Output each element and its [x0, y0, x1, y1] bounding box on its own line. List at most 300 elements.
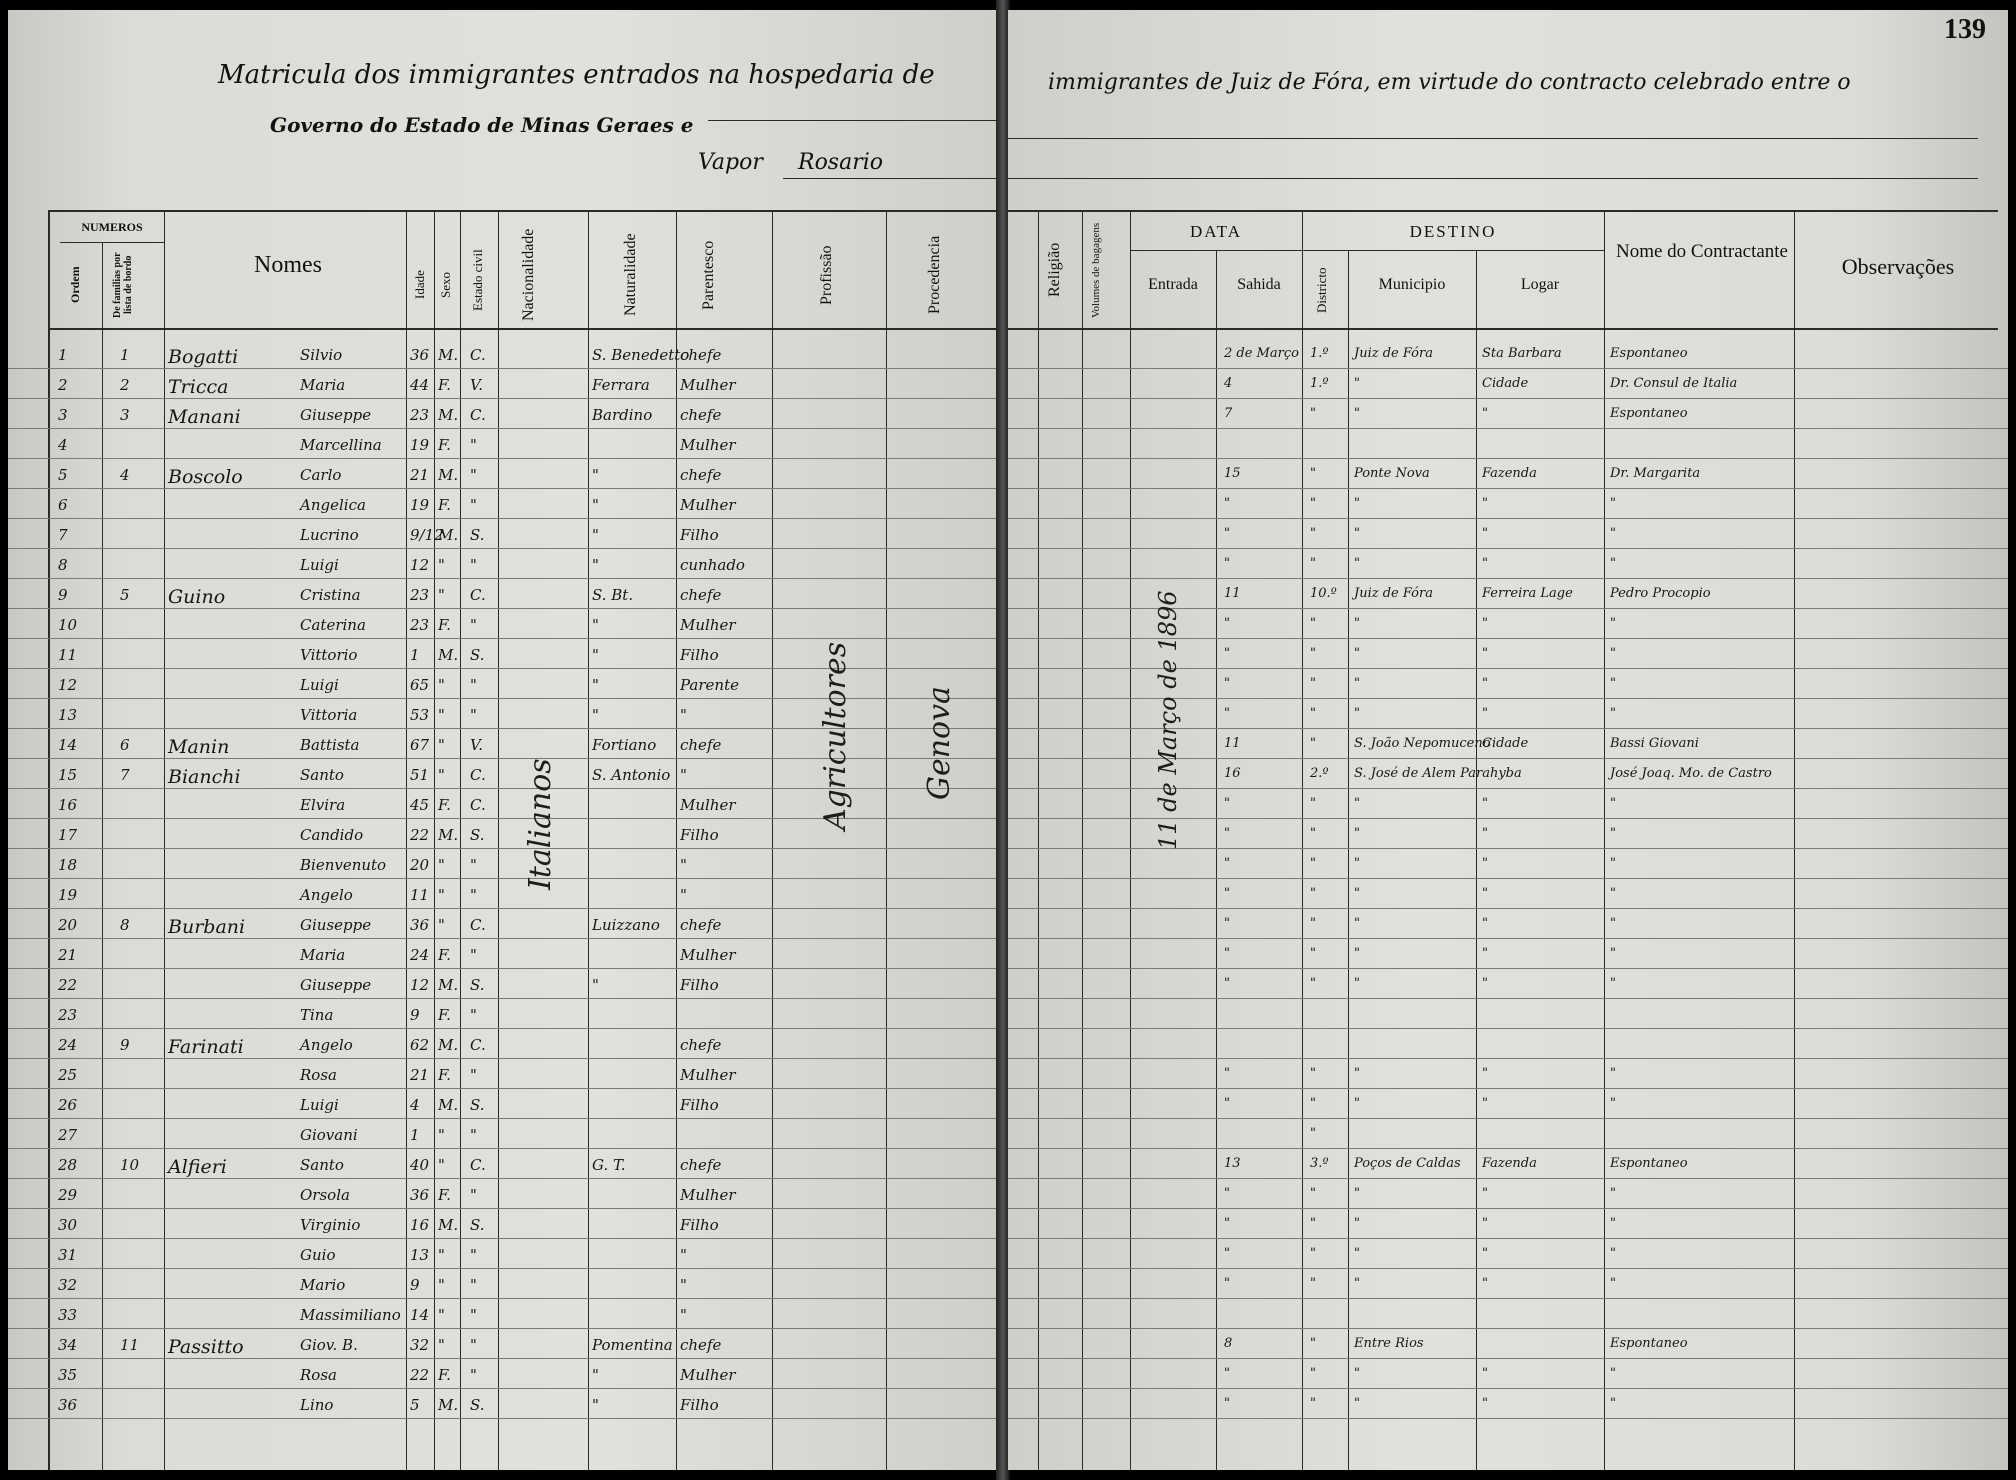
row-rule [1008, 428, 2008, 429]
cell-nome: Silvio [300, 346, 343, 364]
cell-estado-civil: C. [470, 586, 486, 604]
cell-parentesco: Filho [680, 1396, 719, 1414]
cell-sahida: 11 [1224, 736, 1241, 751]
cell-naturalidade: S. Bt. [592, 586, 634, 604]
header-bottom-border-right [1008, 328, 1998, 330]
cell-nome: Battista [300, 736, 360, 754]
cell-sahida: 7 [1224, 406, 1233, 421]
cell-ordem: 7 [58, 526, 68, 544]
cell-estado-civil: C. [470, 1036, 486, 1054]
cell-parentesco: " [680, 886, 687, 904]
cell-districto: 3.º [1310, 1156, 1329, 1171]
cell-sobrenome: Burbani [168, 916, 246, 938]
cell-nome: Orsola [300, 1186, 350, 1204]
cell-municipio: Entre Rios [1354, 1336, 1424, 1351]
cell-ordem: 3 [58, 406, 68, 424]
cell-ordem: 16 [58, 796, 78, 814]
cell-estado-civil: S. [470, 1216, 485, 1234]
row-rule [8, 1088, 998, 1089]
cell-sahida: " [1224, 526, 1230, 541]
cell-logar: " [1482, 526, 1488, 541]
cell-districto: " [1310, 1126, 1316, 1141]
cell-sahida: " [1224, 1096, 1230, 1111]
cell-naturalidade: " [592, 616, 599, 634]
cell-districto: 10.º [1310, 586, 1337, 601]
cell-parentesco: chefe [680, 466, 722, 484]
cell-municipio: " [1354, 916, 1360, 931]
row-rule [1008, 908, 2008, 909]
cell-contractante: Espontaneo [1610, 1156, 1688, 1171]
row-rule [8, 998, 998, 999]
cell-idade: 32 [410, 1336, 430, 1354]
row-rule [1008, 1058, 2008, 1059]
row-rule [8, 458, 998, 459]
cell-ordem: 17 [58, 826, 78, 844]
cell-idade: 14 [410, 1306, 430, 1324]
row-rule [8, 878, 998, 879]
cell-estado-civil: S. [470, 976, 485, 994]
cell-sexo: " [438, 1126, 445, 1144]
cell-estado-civil: " [470, 436, 477, 454]
cell-sexo: M. [438, 526, 459, 544]
cell-sexo: " [438, 736, 445, 754]
cell-districto: " [1310, 976, 1316, 991]
cell-nome: Lino [300, 1396, 334, 1414]
cell-contractante: " [1610, 616, 1616, 631]
cell-logar: " [1482, 406, 1488, 421]
cell-familia: 7 [120, 766, 130, 784]
cell-contractante: Espontaneo [1610, 346, 1688, 361]
header-observacoes: Observações [1841, 254, 1955, 279]
row-rule [8, 1208, 998, 1209]
cell-nome: Giovani [300, 1126, 358, 1144]
cell-sahida: " [1224, 616, 1230, 631]
cell-municipio: " [1354, 676, 1360, 691]
cell-districto: 2.º [1310, 766, 1329, 781]
cell-idade: 9 [410, 1276, 420, 1294]
cell-idade: 12 [410, 976, 430, 994]
row-rule [8, 1298, 998, 1299]
row-rule [8, 488, 998, 489]
row-rule [1008, 368, 2008, 369]
header-top-border [48, 210, 998, 212]
cell-nome: Lucrino [300, 526, 359, 544]
cell-idade: 21 [410, 1066, 430, 1084]
cell-nome: Elvira [300, 796, 346, 814]
cell-logar: Ferreira Lage [1482, 586, 1573, 601]
cell-idade: 1 [410, 646, 420, 664]
cell-estado-civil: " [470, 1306, 477, 1324]
cell-estado-civil: " [470, 1126, 477, 1144]
cell-logar: Fazenda [1482, 1156, 1537, 1171]
cell-nome: Cristina [300, 586, 361, 604]
cell-contractante: Dr. Margarita [1610, 466, 1701, 481]
cell-parentesco: " [680, 706, 687, 724]
cell-familia: 4 [120, 466, 130, 484]
cell-municipio: S. José de Alem Parahyba [1354, 766, 1522, 781]
row-rule [8, 1268, 998, 1269]
cell-municipio: " [1354, 1396, 1360, 1411]
cell-districto: " [1310, 1396, 1316, 1411]
cell-ordem: 31 [58, 1246, 78, 1264]
cell-logar: Cidade [1482, 736, 1529, 751]
cell-ordem: 35 [58, 1366, 78, 1384]
cell-logar: " [1482, 1366, 1488, 1381]
cell-sahida: 8 [1224, 1336, 1233, 1351]
cell-sahida: " [1224, 1186, 1230, 1201]
cell-sexo: F. [438, 1066, 451, 1084]
row-rule [1008, 1358, 2008, 1359]
cell-contractante: " [1610, 1096, 1616, 1111]
header-districto: Districto [1314, 267, 1329, 313]
cell-idade: 19 [410, 436, 430, 454]
header-estado-civil: Estado civil [470, 249, 485, 311]
cell-nome: Carlo [300, 466, 342, 484]
cell-contractante: " [1610, 886, 1616, 901]
header-religiao: Religião [1046, 242, 1063, 298]
row-rule [8, 968, 998, 969]
cell-parentesco: Mulher [680, 1066, 736, 1084]
cell-sahida: " [1224, 916, 1230, 931]
cell-ordem: 5 [58, 466, 68, 484]
row-rule [8, 1028, 998, 1029]
cell-nome: Angelica [300, 496, 366, 514]
cell-nome: Tina [300, 1006, 334, 1024]
cell-sobrenome: Boscolo [168, 466, 243, 488]
cell-idade: 45 [410, 796, 430, 814]
cell-sexo: " [438, 856, 445, 874]
cell-parentesco: Filho [680, 976, 719, 994]
header-ordem: Ordem [68, 266, 82, 304]
cell-idade: 5 [410, 1396, 420, 1414]
cell-ordem: 20 [58, 916, 78, 934]
cell-idade: 12 [410, 556, 430, 574]
cell-sahida: " [1224, 1276, 1230, 1291]
row-rule [8, 578, 998, 579]
cell-districto: " [1310, 736, 1316, 751]
cell-contractante: " [1610, 916, 1616, 931]
cell-idade: 36 [410, 916, 430, 934]
cell-sahida: " [1224, 886, 1230, 901]
header-volumes: Volumes de bagagens [1090, 222, 1102, 318]
row-rule [1008, 1298, 2008, 1299]
cell-contractante: " [1610, 1276, 1616, 1291]
cell-sahida: 13 [1224, 1156, 1241, 1171]
cell-ordem: 36 [58, 1396, 78, 1414]
cell-idade: 23 [410, 616, 430, 634]
cell-contractante: " [1610, 1366, 1616, 1381]
cell-parentesco: Mulher [680, 946, 736, 964]
cell-contractante: " [1610, 1186, 1616, 1201]
cell-estado-civil: S. [470, 526, 485, 544]
cell-logar: " [1482, 826, 1488, 841]
cell-naturalidade: S. Antonio [592, 766, 671, 784]
header-sahida: Sahida [1237, 276, 1281, 293]
cell-municipio: Juiz de Fóra [1354, 346, 1433, 361]
cell-contractante: Bassi Giovani [1610, 736, 1699, 751]
header-destino: DESTINO [1409, 222, 1497, 241]
row-rule [1008, 1418, 2008, 1419]
cell-districto: " [1310, 526, 1316, 541]
cell-districto: 1.º [1310, 346, 1329, 361]
cell-municipio: S. João Nepomuceno [1354, 736, 1491, 751]
cell-nome: Angelo [300, 886, 353, 904]
cell-contractante: Pedro Procopio [1610, 586, 1711, 601]
cell-sobrenome: Farinati [168, 1036, 244, 1058]
cell-estado-civil: C. [470, 796, 486, 814]
cell-sahida: 16 [1224, 766, 1241, 781]
cell-estado-civil: " [470, 676, 477, 694]
cell-estado-civil: V. [470, 736, 483, 754]
row-rule [8, 848, 998, 849]
cell-sexo: F. [438, 1186, 451, 1204]
cell-districto: " [1310, 1216, 1316, 1231]
cell-parentesco: Mulher [680, 1186, 736, 1204]
cell-nome: Bienvenuto [300, 856, 387, 874]
cell-contractante: " [1610, 646, 1616, 661]
cell-naturalidade: " [592, 496, 599, 514]
cell-districto: " [1310, 886, 1316, 901]
cell-idade: 4 [410, 1096, 420, 1114]
cell-logar: " [1482, 916, 1488, 931]
cell-ordem: 2 [58, 376, 68, 394]
cell-sexo: F. [438, 1006, 451, 1024]
cell-sexo: " [438, 1156, 445, 1174]
cell-estado-civil: V. [470, 376, 483, 394]
cell-nome: Angelo [300, 1036, 353, 1054]
cell-idade: 51 [410, 766, 430, 784]
cell-ordem: 29 [58, 1186, 78, 1204]
row-rule [1008, 1208, 2008, 1209]
cell-sahida: " [1224, 976, 1230, 991]
cell-estado-civil: C. [470, 406, 486, 424]
cell-naturalidade: " [592, 556, 599, 574]
row-rule [1008, 1028, 2008, 1029]
cell-logar: " [1482, 1216, 1488, 1231]
cell-nome: Rosa [300, 1366, 337, 1384]
cell-districto: " [1310, 646, 1316, 661]
cell-logar: " [1482, 676, 1488, 691]
cell-sexo: F. [438, 616, 451, 634]
cell-parentesco: " [680, 856, 687, 874]
cell-estado-civil: " [470, 1246, 477, 1264]
cell-logar: " [1482, 706, 1488, 721]
cell-estado-civil: " [470, 886, 477, 904]
cell-ordem: 1 [58, 346, 68, 364]
header-numeros: NUMEROS [81, 220, 143, 234]
cell-municipio: " [1354, 856, 1360, 871]
row-rule [8, 1118, 998, 1119]
cell-parentesco: Filho [680, 826, 719, 844]
cell-sexo: " [438, 916, 445, 934]
cell-parentesco: " [680, 766, 687, 784]
cell-districto: " [1310, 556, 1316, 571]
cell-estado-civil: " [470, 616, 477, 634]
cell-nome: Luigi [300, 1096, 339, 1114]
cell-sexo: " [438, 1306, 445, 1324]
cell-sobrenome: Alfieri [168, 1156, 227, 1178]
cell-idade: 67 [410, 736, 430, 754]
cell-sexo: " [438, 706, 445, 724]
cell-municipio: " [1354, 1276, 1360, 1291]
cell-sahida: " [1224, 556, 1230, 571]
cell-estado-civil: " [470, 1186, 477, 1204]
vapor-label: Vapor [698, 150, 763, 175]
header-data: DATA [1190, 222, 1242, 241]
cell-municipio: " [1354, 406, 1360, 421]
cell-logar: " [1482, 856, 1488, 871]
row-rule [1008, 398, 2008, 399]
cell-sexo: M. [438, 1036, 459, 1054]
cell-ordem: 24 [58, 1036, 78, 1054]
cell-parentesco: Mulher [680, 796, 736, 814]
cell-logar: " [1482, 976, 1488, 991]
cell-naturalidade: S. Benedetto [592, 346, 690, 364]
cell-parentesco: Mulher [680, 616, 736, 634]
cell-municipio: Ponte Nova [1354, 466, 1430, 481]
cell-parentesco: Filho [680, 1216, 719, 1234]
cell-sobrenome: Passitto [168, 1336, 244, 1358]
cell-sahida: " [1224, 1396, 1230, 1411]
cell-contractante: " [1610, 676, 1616, 691]
cell-idade: 40 [410, 1156, 430, 1174]
cell-ordem: 19 [58, 886, 78, 904]
cell-idade: 22 [410, 1366, 430, 1384]
cell-ordem: 4 [58, 436, 68, 454]
cell-sahida: 11 [1224, 586, 1241, 601]
cell-sahida: 4 [1224, 376, 1233, 391]
header-municipio: Municipio [1378, 276, 1446, 293]
cell-ordem: 30 [58, 1216, 78, 1234]
row-rule [8, 1238, 998, 1239]
cell-idade: 36 [410, 1186, 430, 1204]
row-rule [8, 1178, 998, 1179]
header-logar: Logar [1520, 276, 1560, 293]
cell-municipio: " [1354, 796, 1360, 811]
cell-municipio: " [1354, 1246, 1360, 1261]
cell-municipio: " [1354, 706, 1360, 721]
cell-sahida: " [1224, 856, 1230, 871]
page-number: 139 [1944, 14, 1986, 45]
cell-ordem: 10 [58, 616, 78, 634]
cell-logar: Cidade [1482, 376, 1529, 391]
cell-naturalidade: Ferrara [592, 376, 650, 394]
cell-ordem: 27 [58, 1126, 78, 1144]
cell-sahida: " [1224, 706, 1230, 721]
header-procedencia: Procedencia [926, 235, 943, 315]
row-rule [1008, 998, 2008, 999]
cell-municipio: " [1354, 376, 1360, 391]
row-rule [1008, 1388, 2008, 1389]
cell-municipio: " [1354, 1186, 1360, 1201]
cell-contractante: " [1610, 556, 1616, 571]
cell-idade: 23 [410, 586, 430, 604]
cell-parentesco: chefe [680, 736, 722, 754]
cell-sexo: M. [438, 466, 459, 484]
cell-naturalidade: " [592, 1396, 599, 1414]
cell-sobrenome: Guino [168, 586, 226, 608]
cell-idade: 22 [410, 826, 430, 844]
cell-ordem: 8 [58, 556, 68, 574]
cell-municipio: Juiz de Fóra [1354, 586, 1433, 601]
header-top-border-right [1008, 210, 1998, 212]
cell-sahida: " [1224, 646, 1230, 661]
cell-idade: 9/12 [410, 526, 444, 544]
cell-estado-civil: S. [470, 1396, 485, 1414]
cell-idade: 53 [410, 706, 430, 724]
cell-nome: Guio [300, 1246, 336, 1264]
cell-estado-civil: " [470, 856, 477, 874]
row-rule [8, 1058, 998, 1059]
header-nome-contractante: Nome do Contractante [1615, 241, 1788, 262]
cell-logar: " [1482, 616, 1488, 631]
cell-estado-civil: " [470, 706, 477, 724]
cell-ordem: 13 [58, 706, 78, 724]
cell-sexo: M. [438, 646, 459, 664]
cell-districto: " [1310, 1336, 1316, 1351]
cell-sexo: " [438, 556, 445, 574]
title-right-main: immigrantes de Juiz de Fóra, em virtude do contracto celebrado entre o [1048, 70, 1851, 95]
cell-nome: Maria [300, 376, 346, 394]
cell-naturalidade: " [592, 526, 599, 544]
cell-parentesco: chefe [680, 346, 722, 364]
row-rule [1008, 548, 2008, 549]
cell-familia: 11 [120, 1336, 140, 1354]
cell-idade: 20 [410, 856, 430, 874]
cell-contractante: " [1610, 1216, 1616, 1231]
cell-logar: " [1482, 796, 1488, 811]
cell-estado-civil: " [470, 1366, 477, 1384]
cell-municipio: " [1354, 976, 1360, 991]
cell-nome: Luigi [300, 556, 339, 574]
cell-ordem: 22 [58, 976, 78, 994]
cell-municipio: " [1354, 1216, 1360, 1231]
cell-nome: Rosa [300, 1066, 337, 1084]
cell-parentesco: Mulher [680, 436, 736, 454]
cell-familia: 6 [120, 736, 130, 754]
cell-municipio: " [1354, 826, 1360, 841]
row-rule [1008, 938, 2008, 939]
cell-idade: 24 [410, 946, 430, 964]
cell-ordem: 9 [58, 586, 68, 604]
row-rule [8, 1358, 998, 1359]
cell-parentesco: Mulher [680, 1366, 736, 1384]
cell-parentesco: " [680, 1246, 687, 1264]
cell-naturalidade: Luizzano [592, 916, 660, 934]
cell-idade: 62 [410, 1036, 430, 1054]
cell-sexo: " [438, 766, 445, 784]
cell-sexo: F. [438, 496, 451, 514]
cell-parentesco: Mulher [680, 376, 736, 394]
cell-nome: Santo [300, 766, 344, 784]
row-rule [1008, 1148, 2008, 1149]
row-rule [8, 908, 998, 909]
cell-logar: " [1482, 556, 1488, 571]
cell-sobrenome: Bianchi [168, 766, 241, 788]
cell-districto: " [1310, 826, 1316, 841]
cell-districto: " [1310, 796, 1316, 811]
header-entrada: Entrada [1148, 276, 1198, 293]
cell-contractante: Espontaneo [1610, 1336, 1688, 1351]
cell-parentesco: Filho [680, 646, 719, 664]
profissao-spanning: Agricultores [818, 641, 853, 830]
cell-contractante: " [1610, 796, 1616, 811]
row-rule [8, 1148, 998, 1149]
cell-logar: " [1482, 646, 1488, 661]
cell-districto: " [1310, 496, 1316, 511]
row-rule [8, 938, 998, 939]
cell-idade: 19 [410, 496, 430, 514]
